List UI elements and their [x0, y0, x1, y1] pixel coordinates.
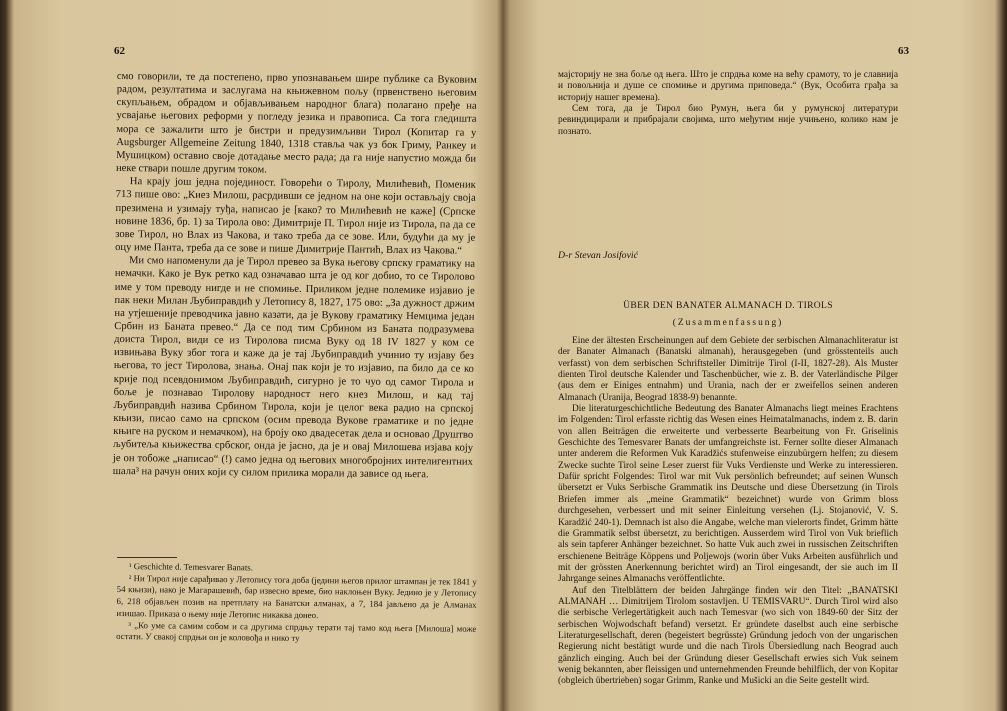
- paragraph: Ми смо напоменули да је Тирол превео за Вука његову српску граматику на немачки. Како је Вук ретко кад означавао шта је од ког добио, то се Тиролово име у том преводу нигде и не спомиње. Приликом једне полемике изјавио је пак неки Милан Љубиправдић у Летопису 8, 1827, 175 ово: „За дужност држим на утјешеније преводчика јавно казати, да је Вукову граматику Немцима један Србин из Баната превео.“ Да се под тим Србином из Баната подразумева доиста Тирол, види се из Тиролова писма Вуку од 18 IV 1827 у ком се извињава Вуку због тога и каже да је тај Љубиправдић учинио ту изјаву без његова, то јест Тиролова, знања. Онај пак који је то изјавио, па било да се ко крије под псевдонимом Љубиправдић, сигурно је то чуо од самог Тирола и боље је познавао Тиролову народност него кнез Милош, и кад тај Љубиправдић назива Србином Тирола, који је целог века радио на српској књизи, писао само на српском (осим превода Вукове граматике и по једне књиге на руском и немачком), на броју око двадесетак дела и основао Друштво љубитеља књижества србског, онда је јасно, да је и овај Милошева изјава коју је он тобоже „написао“ (!) само једна од његових многобројних интелигентних шала³ на рачун оних који су силом прилика морали да зависе од њега.: [112, 255, 476, 480]
- paragraph: Auf den Titelblättern der beiden Jahrgänge finden wir den Titel: „BANATSKI ALMANAH … Dimitrijem Tirolom sostavljen. U TEMISVARU“. Durch Tirol wird also die serbische Verlegertätigkeit auch nach Temesvar (wo sich von 1849-60 der Sitz der serbischen Wojwodschaft befand) versetzt. Er gründete daselbst auch eine serbische Literaturgesellschaft, deren (begeistert begrüsste) Gründung jedoch von der ungarischen Regierung nicht bestätigt wurde und die nach Tirols Übersiedlung nach Beograd auch gänzlich einging. Auch bei der Gründung dieser Gesellschaft erwies sich Vuk seinem wenig bekannten, aber fleissigen und unternehmenden Freunde behilflich, der von Kopitar (obgleich übertrieben) sogar Grimm, Ranke und Mušicki an die Seite gestellt wird.: [558, 585, 898, 687]
- footnote: ³ „Ко уме са самим собом и са другима спрдњу терати тај тамо код њега [Милоша] може остати. У свакој спрдњи он је коловођа и нико ту: [116, 619, 477, 644]
- summary-text: [558, 336, 898, 688]
- paragraph: На крају још једна појединост. Говорећи о Тиролу, Милићевић, Поменик 713 пише ово: „Киез Милош, расрдивши се једном на оне који остављају своја презимена и узимају туђа, написао је [како? то Милићевић не каже] (Српске новине 1836, бр. 1) за Тирола ово: Димитрије П. Тирол није из Тирола, па да се зове Тирол, но Влах из Чакова, и тако треба да се зове. Или, будући да му је оцу име Панта, треба да се зове и пише Димитрије Пантић, Влах из Чакова.“: [115, 176, 476, 257]
- article-subheading: (Zusammenfassung): [672, 318, 784, 328]
- page-number: 62: [114, 45, 125, 57]
- page-number: 63: [898, 45, 909, 57]
- footnote: ² Ни Тирол није сарађивао у Летопису тога доба (једини његов прилог штампан је тек 1841 у 54 књизи), иако је Магарашевић, бар извесно време, био наклоњен Вуку. Једино је у Летопису 6, 218 објављен позив на претплату на Банатски алманах, а 7, 184 јављено да је Алманах изишао. Приказа о њему није Летопис никаква донео.: [116, 572, 477, 620]
- author-name: D-r Stevan Josifović: [558, 250, 638, 261]
- paragraph: Die literaturgeschichtliche Bedeutung des Banater Almanachs liegt meines Erachtens im Folgenden: Tirol erfasste richtig das Wesen eines Heimatalmanachs, indem z. B. darin von allen Beiträgen die erweiterte und verbesserte Bearbeitung von Fr. Griselinis Geschichte des Temesvarer Banats der umfangreichste ist. Ferner sollte dieser Almanach unter anderem die Reformen Vuk Karadžićs stufenweise einzubürgern helfen; zu diesem Zwecke suchte Tirol seine Leser zuerst für Vuks Verdienste und Werke zu interessieren. Dafür spricht Folgendes: Tirol war mit Vuk persönlich befreundet; auf seinen Wunsch übersetzt er Vuks Serbische Grammatik ins Deutsche und diese Übersetzung (in Tirols Briefen immer als „meine Grammatik“ bezeichnet) wurde von Grimm bloss durchgesehen, verbessert und mit seiner Einleitung versehen (Lj. Stojanović, V. S. Karadžić 240-1). Demnach ist also die Angabe, welche man vielerorts findet, Grimm hätte die Grammatik selbst übersetzt, zu berichtigen. Ausserdem wird Tirol von Vuk brieflich als sein tapferer Anhänger bezeichnet. So hatte Vuk auch zwei in russischen Zeitschriften erschienene Beiträge Köppens und Poljewojs (worin über Vuks Arbeiten ausführlich und mit der grössten Anerkennung berichtet wird) an Tirol eingesandt, der sie auch im II Jahrgange seines Almanachs veröffentlichte.: [558, 404, 898, 585]
- right-top-text: [558, 70, 898, 138]
- footnote-divider: [117, 557, 177, 558]
- footnotes: [116, 561, 477, 647]
- right-page: [508, 0, 994, 711]
- left-body-text: [113, 70, 477, 482]
- footnote: ¹ Geschichte d. Temesvarer Banats.: [128, 561, 253, 573]
- paragraph: Сем тога, да је Тирол био Румун, њега би у румунској литератури ревиндицирали и прибрајали својима, што међутим није учињено, колико нам је познато.: [558, 104, 898, 137]
- paragraph: Eine der ältesten Erscheinungen auf dem Gebiete der serbischen Almanachliteratur ist der Banater Almanach (Banatski almanah), herausgegeben (und grösstenteils auch verfasst) von dem serbischen Schriftsteller Dimitrije Tirol (I-II, 1827-28). Als Muster dienten Tirol deutsche Kalender und Taschenbücher, wie z. B. der Vaterländische Pilger (aus dem er Einiges entnahm) und Urania, nach der er zweifellos seinen anderen Almanach (Uranija, Beograd 1838-9) benannte.: [558, 336, 898, 403]
- article-heading: ÜBER DEN BANATER ALMANACH D. TIROLS: [623, 300, 833, 311]
- paragraph: смо говорили, те да постепено, прво упознавањем шире публике са Вуковим радом, резултатима и заслугама на књижевном пољу (првенствено његовим скупљањем, обрадом и објављивањем народног блага) полагано пређе на усвајање његових реформи у погледу језика и правописа. Са тога гледишта мора се зажалити што је бистри и предузимљиви Тирол (Копитар га у Augsburger Allgemeine Zeitung 1840, 1318 ставља чак уз бок Гриму, Ранкеу и Мушицком) оставио своје дотадање место рада; да га није напустио можда би неке ствари пошле другим током.: [115, 70, 477, 176]
- paragraph: мајсторију не зна боље од њега. Што је спрдња коме на већу срамоту, то је славнија и повољнија и душе се спомиње и другима приповеда.“ (Вук, Особита грађа за историју нашег времена).: [558, 70, 898, 103]
- left-page: [14, 0, 500, 711]
